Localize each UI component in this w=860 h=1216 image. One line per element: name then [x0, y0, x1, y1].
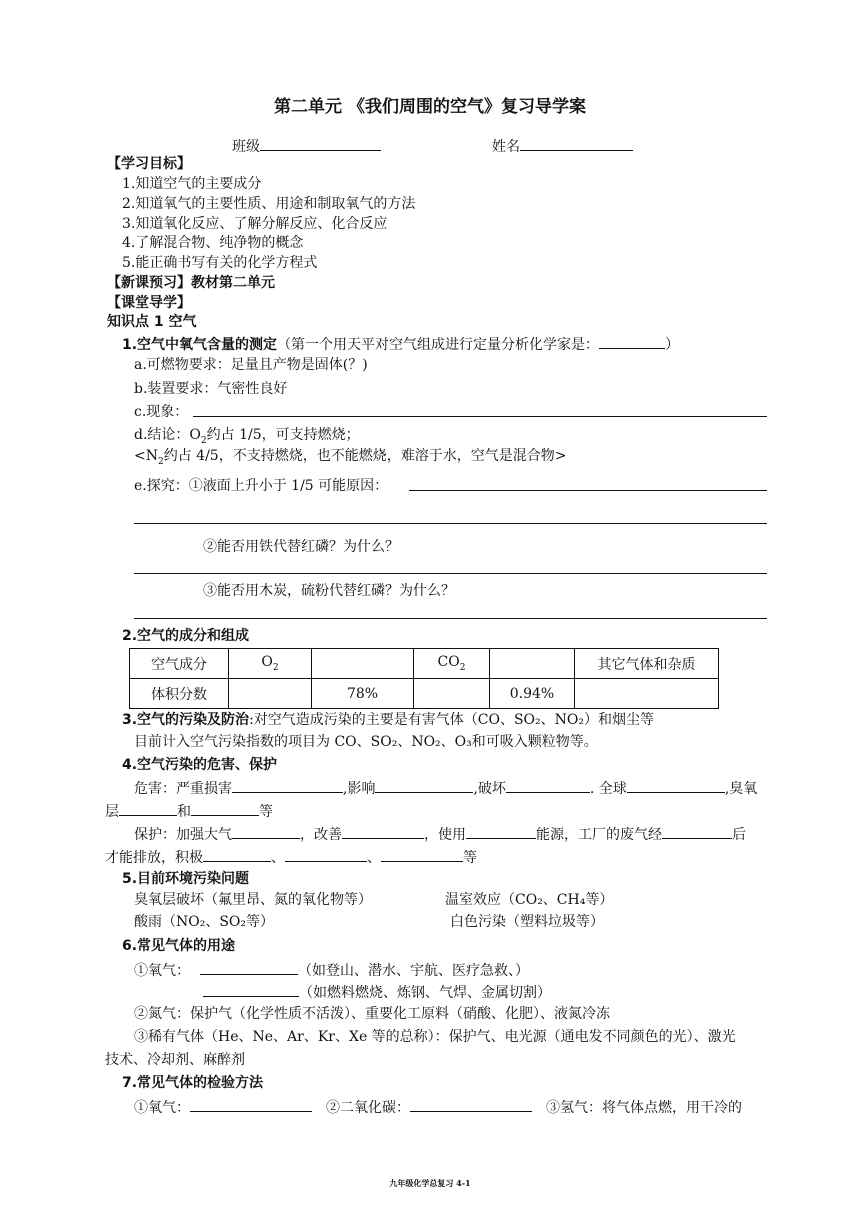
- table-cell[interactable]: [490, 649, 575, 679]
- fill-blank[interactable]: [506, 778, 590, 793]
- s4-text: 能源，工厂的废气经: [536, 827, 662, 843]
- s5-title: 5.目前环境污染问题: [122, 871, 250, 887]
- table-cell[interactable]: [414, 679, 490, 709]
- s7-title: 7.常见气体的检验方法: [122, 1075, 264, 1091]
- name-label: 姓名: [492, 139, 520, 155]
- table-cell: 0.94%: [490, 679, 575, 709]
- s5-item: 温室效应（CO₂、CH₄等）: [445, 892, 614, 908]
- iron-answer-line[interactable]: [134, 573, 767, 574]
- air-composition-table: [129, 648, 719, 709]
- s7-text: ①氧气：: [134, 1100, 190, 1116]
- s1-e: e.探究：①液面上升小于 1/5 可能原因：: [134, 478, 389, 494]
- s4-text: . 全球: [589, 781, 627, 797]
- s3-line1: [122, 711, 654, 729]
- s1-a: a.可燃物要求：足量且产物是固体(？): [134, 357, 368, 373]
- s1-d1-rest: 约占 1/5，可支持燃烧；: [206, 427, 360, 443]
- fill-blank[interactable]: [200, 960, 298, 975]
- table-row: [130, 649, 719, 679]
- goal-item: 1.知道空气的主要成分: [122, 176, 262, 192]
- table-cell: 其它气体和杂质: [575, 649, 719, 679]
- table-cell[interactable]: [312, 649, 414, 679]
- s1-note: （第一个用天平对空气组成进行定量分析化学家是：: [277, 337, 600, 353]
- table-cell: $CO_2$: [414, 649, 490, 679]
- page-title: 第二单元 《我们周围的空气》复习导学案: [274, 97, 586, 117]
- s4-text: 危害：严重损害: [134, 781, 232, 797]
- name-blank[interactable]: [520, 136, 633, 151]
- s4-text: 等: [463, 850, 477, 866]
- s1-d1-text: d.结论：O: [134, 427, 201, 443]
- s4-text: 层: [105, 804, 119, 820]
- s1-d2-sub: 2: [157, 456, 164, 467]
- s1-d1-sub: 2: [200, 435, 207, 446]
- fill-blank[interactable]: [191, 801, 259, 816]
- goal-item: 3.知道氧化反应、了解分解反应、化合反应: [122, 216, 388, 232]
- s6-title: 6.常见气体的用途: [122, 938, 236, 954]
- s4-prot-line: [134, 824, 746, 844]
- s4-text: 后: [732, 827, 746, 843]
- s6-oxygen-line2: [203, 982, 551, 1002]
- goal-item: 2.知道氧气的主要性质、用途和制取氧气的方法: [122, 196, 416, 212]
- s2-title: 2.空气的成分和组成: [122, 628, 250, 644]
- preview-heading: 【新课预习】教材第二单元: [107, 275, 275, 291]
- fill-blank[interactable]: [119, 801, 177, 816]
- fill-blank[interactable]: [627, 778, 725, 793]
- s3-title: 3.空气的污染及防治: [122, 712, 250, 728]
- s1-q2: ②能否用铁代替红磷？为什么？: [203, 539, 399, 555]
- s6-oxygen-line: [134, 960, 529, 980]
- fill-blank[interactable]: [190, 1097, 312, 1112]
- class-label: 班级: [232, 139, 260, 155]
- s4-text: ,臭氧: [724, 781, 758, 797]
- s6-text: （如燃料燃烧、炼钢、气焊、金属切割）: [299, 985, 551, 1001]
- s6-nitrogen: ②氮气：保护气（化学性质不活泼）、重要化工原料（硝酸、化肥）、液氮冷冻: [134, 1006, 610, 1022]
- s1-title: 1.空气中氧气含量的测定: [122, 337, 278, 353]
- table-cell: 78%: [312, 679, 414, 709]
- s3-text: :对空气造成污染的主要是有害气体（CO、SO₂、NO₂）和烟尘等: [249, 712, 654, 728]
- charcoal-answer-line[interactable]: [134, 618, 767, 619]
- s4-prot-line2: [105, 847, 477, 867]
- s6-rare-gas: ③稀有气体（He、Ne、Ar、Kr、Xe 等的总称）：保护气、电光源（通电发不同颜色的光）、激光: [134, 1029, 736, 1045]
- fill-blank[interactable]: [466, 824, 536, 839]
- s1-q3: ③能否用木炭，硫粉代替红磷？为什么？: [203, 583, 455, 599]
- s6-text: ①氧气：: [134, 963, 190, 979]
- s1-title-line: [122, 334, 679, 354]
- s7-test-line: [134, 1097, 742, 1117]
- name-field: [492, 136, 633, 156]
- goal-item: 4.了解混合物、纯净物的概念: [122, 235, 304, 251]
- phenomenon-answer-line[interactable]: [193, 416, 767, 417]
- s4-text: ，改善: [300, 827, 342, 843]
- s6-text: （如登山、潜水、宇航、医疗急救、）: [298, 963, 529, 979]
- goals-heading: 【学习目标】: [107, 156, 191, 172]
- s4-text: 保护：加强大气: [134, 827, 232, 843]
- guide-heading: 【课堂导学】: [107, 295, 191, 311]
- page-footer: 九年级化学总复习 4-1: [389, 1178, 471, 1188]
- fill-blank[interactable]: [381, 847, 463, 862]
- fill-blank[interactable]: [232, 824, 300, 839]
- knowledge-point-heading: 知识点 1 空气: [107, 314, 197, 330]
- fill-blank[interactable]: [203, 847, 271, 862]
- s4-text: 、: [271, 850, 285, 866]
- chemist-blank[interactable]: [599, 334, 665, 349]
- fill-blank[interactable]: [375, 778, 473, 793]
- s3-line2: 目前计入空气污染指数的项目为 CO、SO₂、NO₂、O₃和可吸入颗粒物等。: [134, 734, 598, 750]
- table-cell: 体积分数: [130, 679, 229, 709]
- class-blank[interactable]: [260, 136, 381, 151]
- table-cell: 空气成分: [130, 649, 229, 679]
- s7-text: ②二氧化碳：: [326, 1100, 410, 1116]
- fill-blank[interactable]: [662, 824, 732, 839]
- table-cell[interactable]: [575, 679, 719, 709]
- fill-blank[interactable]: [232, 778, 343, 793]
- s6-rare-gas-2: 技术、冷却剂、麻醉剂: [105, 1052, 245, 1068]
- fill-blank[interactable]: [342, 824, 424, 839]
- s4-text: 和: [177, 804, 191, 820]
- fill-blank[interactable]: [410, 1097, 532, 1112]
- s4-text: 才能排放，积极: [105, 850, 203, 866]
- s4-text: ,破坏: [473, 781, 506, 797]
- s1-d2-rest: 约占 4/5，不支持燃烧，也不能燃烧，难溶于水，空气是混合物>: [163, 448, 567, 464]
- s7-text: ③氢气：将气体点燃，用干冷的: [546, 1100, 742, 1116]
- s4-harm-line: [134, 778, 757, 798]
- fill-blank[interactable]: [285, 847, 367, 862]
- goal-item: 5.能正确书写有关的化学方程式: [122, 255, 318, 271]
- s4-title: 4.空气污染的危害、保护: [122, 757, 278, 773]
- table-row: [130, 679, 719, 709]
- s1-b: b.装置要求：气密性良好: [134, 381, 288, 397]
- reason-answer-line-2[interactable]: [134, 523, 767, 524]
- table-cell: $O_2$: [229, 649, 312, 679]
- s4-text: ，使用: [424, 827, 466, 843]
- s4-text: ,影响: [343, 781, 376, 797]
- s1-d2: [134, 447, 566, 471]
- s1-d2-pre: <N: [134, 448, 158, 464]
- table-cell[interactable]: [229, 679, 312, 709]
- s4-harm-line2: [105, 801, 273, 821]
- s4-text: 、: [367, 850, 381, 866]
- s1-c: c.现象：: [134, 404, 189, 420]
- fill-blank[interactable]: [203, 982, 299, 997]
- s4-text: 等: [259, 804, 273, 820]
- s1-note-close: ）: [665, 337, 680, 353]
- s5-item: 酸雨（NO₂、SO₂等）: [134, 914, 275, 930]
- s5-item: 白色污染（塑料垃圾等）: [450, 914, 604, 930]
- s5-item: 臭氧层破坏（氟里昂、氮的氧化物等）: [134, 892, 372, 908]
- reason-answer-line[interactable]: [409, 490, 767, 491]
- class-field: [232, 136, 381, 156]
